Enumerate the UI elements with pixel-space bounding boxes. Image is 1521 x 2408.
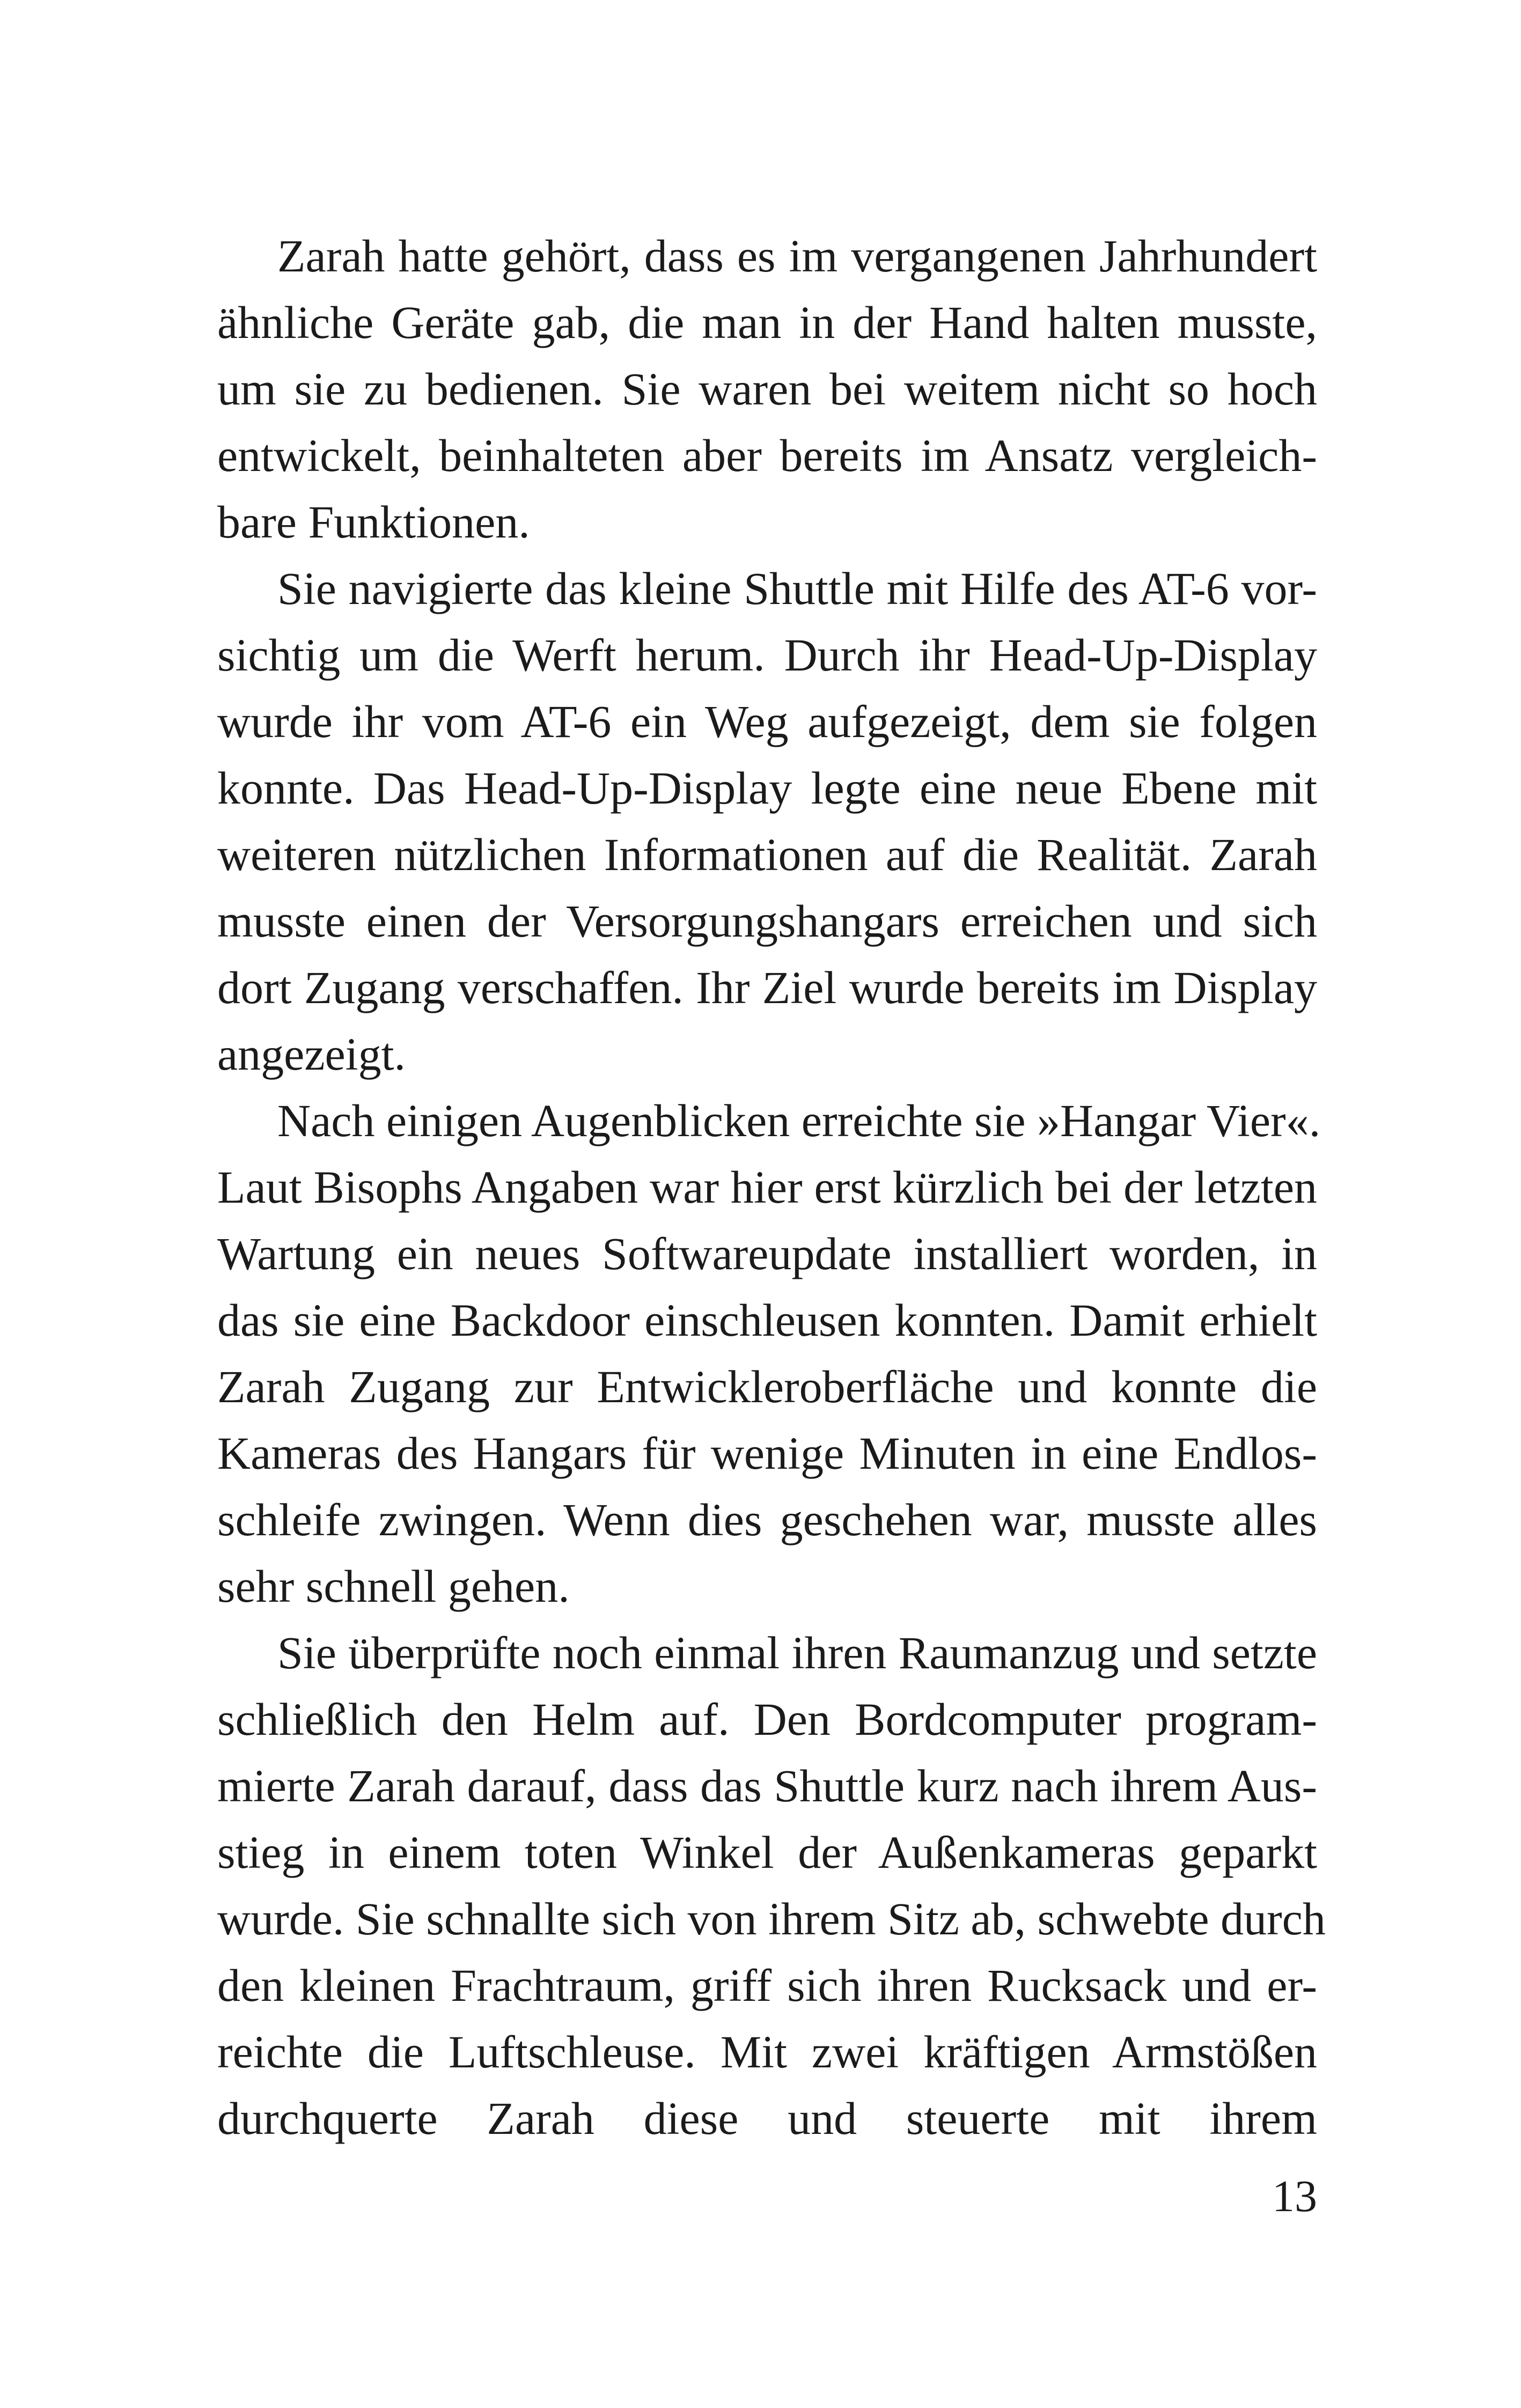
text-line: Sie überprüfte noch einmal ihren Raumanzug und setzte [277,1627,1317,1678]
text-line: bare Funktionen. [217,496,530,548]
text-line: durchquerte Zarah diese und steuerte mit ihrem [217,2093,1317,2144]
text-line: wurde. Sie schnallte sich von ihrem Sitz ab, schwebte durch [217,1893,1326,1945]
text-line: schließlich den Helm auf. Den Bordcomputer program- [217,1693,1317,1745]
body-text [217,223,1326,2152]
text-line: angezeigt. [217,1028,406,1080]
text-line: entwickelt, beinhalteten aber bereits im Ansatz vergleich- [217,430,1317,481]
text-line: Kameras des Hangars für wenige Minuten in eine Endlos- [217,1427,1317,1479]
text-line: den kleinen Frachtraum, griff sich ihren Rucksack und er- [217,1960,1317,2011]
text-line: um sie zu bedienen. Sie waren bei weitem nicht so hoch [217,363,1317,415]
page-number: 13 [1272,2171,1317,2221]
text-line: stieg in einem toten Winkel der Außenkameras geparkt [217,1827,1317,1878]
text-line: ähnliche Geräte gab, die man in der Hand halten musste, [217,297,1317,348]
text-line: wurde ihr vom AT-6 ein Weg aufgezeigt, dem sie folgen [217,696,1317,747]
text-line: schleife zwingen. Wenn dies geschehen war, musste alles [217,1494,1317,1545]
text-line: Nach einigen Augenblicken erreichte sie »Hangar Vier«. [277,1095,1321,1146]
text-line: Laut Bisophs Angaben war hier erst kürzlich bei der letzten [217,1161,1317,1213]
text-line: Sie navigierte das kleine Shuttle mit Hilfe des AT-6 vor- [277,563,1317,614]
text-line: reichte die Luftschleuse. Mit zwei kräftigen Armstößen [217,2026,1317,2078]
text-line: Zarah hatte gehört, dass es im vergangenen Jahrhundert [277,230,1317,282]
text-line: Zarah Zugang zur Entwickleroberfläche und konnte die [217,1361,1317,1412]
text-line: konnte. Das Head-Up-Display legte eine neue Ebene mit [217,762,1317,814]
text-line: dort Zugang verschaffen. Ihr Ziel wurde bereits im Display [217,962,1317,1013]
text-line: mierte Zarah darauf, dass das Shuttle kurz nach ihrem Aus- [217,1760,1317,1811]
text-line: Wartung ein neues Softwareupdate installiert worden, in [217,1228,1317,1279]
text-line: musste einen der Versorgungshangars erreichen und sich [217,895,1317,947]
text-line: das sie eine Backdoor einschleusen konnten. Damit erhielt [217,1294,1317,1346]
text-line: sehr schnell gehen. [217,1560,570,1612]
text-line: sichtig um die Werft herum. Durch ihr Head-Up-Display [217,629,1317,681]
text-line: weiteren nützlichen Informationen auf die Realität. Zarah [217,829,1317,880]
